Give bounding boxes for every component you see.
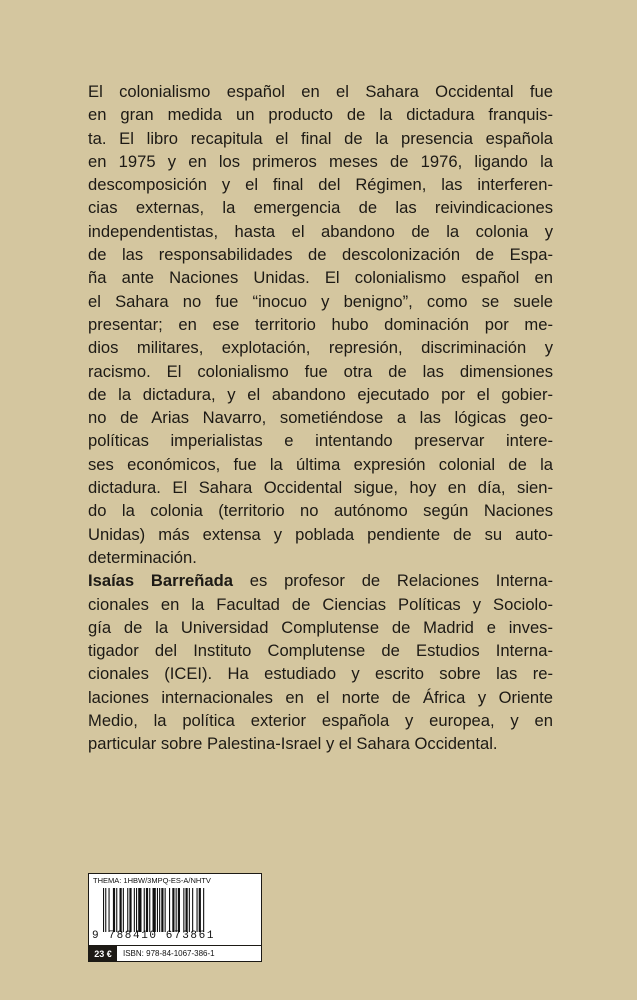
author-bio-paragraph <box>88 569 553 755</box>
author-name: Isaías Barreñada <box>88 571 233 591</box>
synopsis-line: de la dictadura, y el abandono ejecutado por el gobier- <box>88 384 553 404</box>
isbn-number: ISBN: 978-84-1067-386-1 <box>123 949 215 958</box>
barcode-label <box>88 873 262 962</box>
price-row <box>89 945 261 962</box>
synopsis-line: determinación. <box>88 547 197 567</box>
synopsis-line: ta. El libro recapitula el final de la presencia española <box>88 128 553 148</box>
synopsis-line: en gran medida un producto de la dictadura franquis- <box>88 105 553 125</box>
synopsis-line: de las responsabilidades de descolonización de Espa- <box>88 245 553 265</box>
author-bio-line: tigador del Instituto Complutense de Estudios Interna- <box>88 641 553 661</box>
author-bio-line: particular sobre Palestina-Israel y el Sahara Occidental. <box>88 734 498 754</box>
synopsis-line: descomposición y el final del Régimen, las interferen- <box>88 175 553 195</box>
author-bio-line: laciones internacionales en el norte de África y Oriente <box>88 687 553 707</box>
synopsis-line: políticas imperialistas e intentando preservar intere- <box>88 431 553 451</box>
synopsis-line: ña ante Naciones Unidas. El colonialismo español en <box>88 268 553 288</box>
synopsis-line: no de Arias Navarro, sometiéndose a las lógicas geo- <box>88 408 553 428</box>
synopsis-line: el Sahara no fue “inocuo y benigno”, como se suele <box>88 291 553 311</box>
author-bio-line: Isaías Barreñada es profesor de Relaciones Interna- <box>88 571 553 591</box>
blurb-text <box>88 80 553 756</box>
synopsis-line: ses económicos, fue la última expresión colonial de la <box>88 454 553 474</box>
barcode-digits: 9 788410 673861 <box>92 930 216 942</box>
synopsis-line: do la colonia (territorio no autónomo según Naciones <box>88 501 553 521</box>
barcode-bars <box>103 888 251 932</box>
synopsis-line: en 1975 y en los primeros meses de 1976, ligando la <box>88 151 553 171</box>
thema-code: THEMA: 1HBW/3MPQ-ES-A/NHTV <box>93 876 211 885</box>
synopsis-line: Unidas) más extensa y poblada pendiente de su auto- <box>88 524 553 544</box>
synopsis-line: dios militares, explotación, represión, discriminación y <box>88 338 553 358</box>
barcode-graphic <box>103 888 251 932</box>
price-badge: 23 € <box>89 946 117 962</box>
synopsis-line: racismo. El colonialismo fue otra de las dimensiones <box>88 361 553 381</box>
author-bio-line: cionales (ICEI). Ha estudiado y escrito sobre las re- <box>88 664 553 684</box>
author-bio-line: Medio, la política exterior española y europea, y en <box>88 711 553 731</box>
synopsis-line: presentar; en ese territorio hubo dominación por me- <box>88 314 553 334</box>
synopsis-line: El colonialismo español en el Sahara Occidental fue <box>88 82 553 101</box>
synopsis-line: dictadura. El Sahara Occidental sigue, hoy en día, sien- <box>88 478 553 498</box>
synopsis-line: cias externas, la emergencia de las reivindicaciones <box>88 198 553 218</box>
synopsis-paragraph <box>88 80 553 569</box>
author-bio-line: cionales en la Facultad de Ciencias Políticas y Sociolo- <box>88 594 553 614</box>
author-bio-line: gía de la Universidad Complutense de Madrid e inves- <box>88 617 553 637</box>
synopsis-line: independentistas, hasta el abandono de la colonia y <box>88 221 553 241</box>
